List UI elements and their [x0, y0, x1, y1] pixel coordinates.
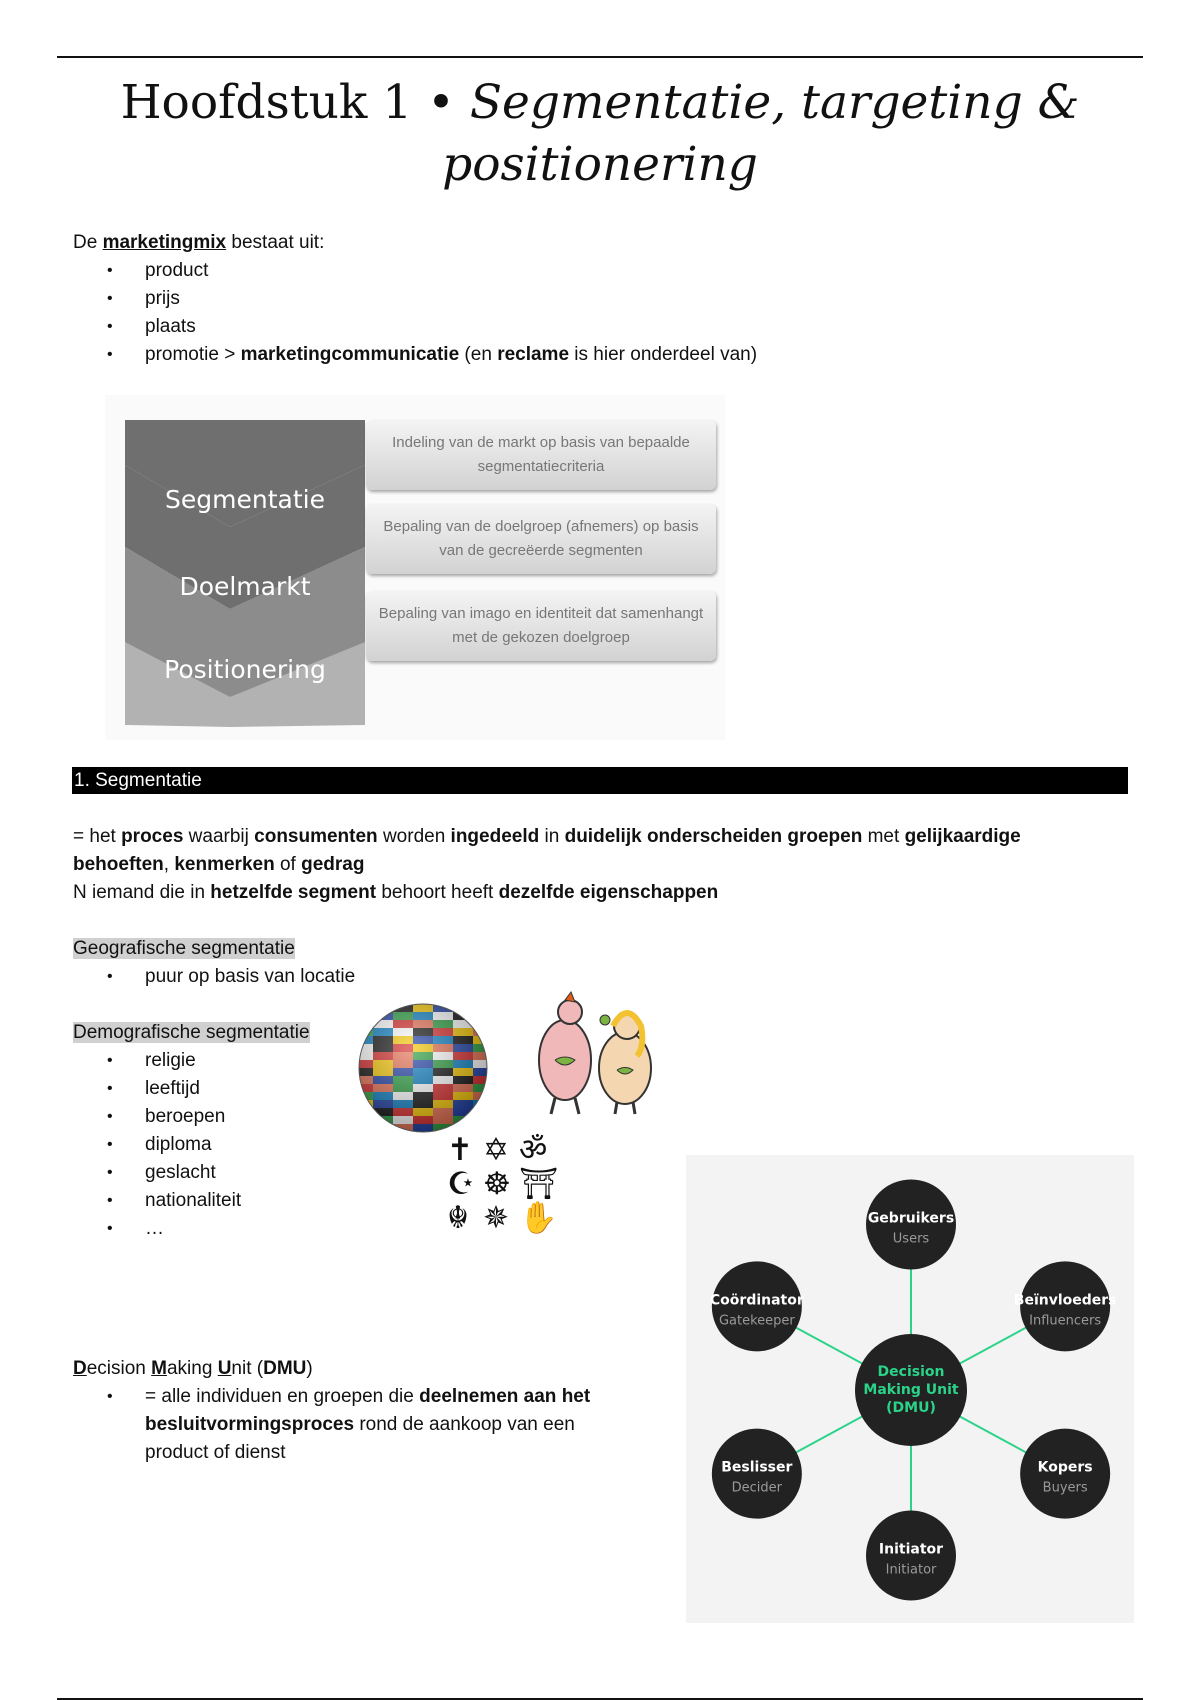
def-bold: behoeften	[73, 854, 164, 875]
dmu-desc: product of dienst	[145, 1442, 286, 1463]
flag-tile	[393, 1132, 413, 1136]
demo-item: • geslacht	[73, 1159, 241, 1187]
star-of-david-icon: ✡	[483, 1132, 509, 1168]
geo-heading	[73, 935, 295, 963]
def-text: N iemand die in	[73, 882, 211, 903]
stp-label-doelmarkt: Doelmarkt	[179, 572, 311, 601]
dmu-node-subtitle: Gatekeeper	[718, 1313, 795, 1329]
dmu-center-line-3: (DMU)	[886, 1400, 936, 1416]
flag-tile	[453, 1004, 473, 1012]
def-text: of	[274, 854, 302, 875]
dmu-text: ecision	[86, 1358, 152, 1379]
khanda-icon: ☬	[447, 1200, 470, 1236]
promo-a: promotie >	[145, 344, 241, 365]
title-prefix: Hoofdstuk 1 •	[120, 75, 470, 130]
dmu-diagram	[686, 1155, 1134, 1623]
religious-symbols	[447, 1133, 567, 1235]
stp-label-segmentatie: Segmentatie	[165, 485, 325, 514]
def-bold: gedrag	[301, 854, 365, 875]
flag-tile	[373, 1124, 393, 1132]
flag-tile	[473, 1012, 491, 1020]
flag-tile	[373, 1132, 393, 1136]
demo-heading-text: Demografische segmentatie	[73, 1022, 310, 1043]
dmu-node-subtitle: Initiator	[885, 1562, 937, 1578]
demo-heading	[73, 1019, 310, 1047]
section-heading: 1. Segmentatie	[72, 767, 1128, 794]
mix-item: • plaats	[73, 313, 757, 341]
dmu-desc: rond de aankoop van een	[354, 1414, 575, 1435]
dmu-heading	[73, 1355, 313, 1383]
dmu-text: )	[306, 1358, 313, 1379]
flag-tile	[473, 1004, 491, 1012]
om-icon: ॐ	[519, 1132, 548, 1168]
dmu-definition	[73, 1383, 673, 1467]
flag-tile	[473, 1108, 491, 1116]
def-text: = het	[73, 826, 122, 847]
promo-d: reclame	[497, 344, 570, 365]
hamsa-icon: ✋	[519, 1200, 558, 1236]
promo-e: is hier onderdeel van)	[569, 344, 758, 365]
cross-icon: ✝	[447, 1132, 473, 1168]
dmu-text: nit (	[231, 1358, 264, 1379]
dmu-center-line-2: Making Unit	[863, 1382, 959, 1398]
top-rule	[57, 56, 1143, 58]
flag-tile	[355, 1020, 373, 1028]
title-italic-2: positionering	[442, 137, 758, 192]
mix-list	[73, 257, 757, 369]
demo-list	[73, 1047, 241, 1243]
def-bold: proces	[121, 826, 184, 847]
flag-tile	[413, 1132, 433, 1136]
dmu-node-subtitle: Buyers	[1042, 1480, 1088, 1496]
flag-tile	[453, 1000, 473, 1004]
dmu-center-line-1: Decision	[877, 1364, 945, 1380]
dmu-abbr: DMU	[263, 1358, 307, 1379]
dmu-letter: D	[73, 1358, 87, 1379]
definition-line-1	[73, 823, 1133, 851]
dmu-desc-bold: deelnemen aan het	[419, 1386, 591, 1407]
mix-intro-pre: De	[73, 232, 103, 253]
mix-item-promotie	[73, 341, 757, 369]
dmu-list	[73, 1383, 673, 1467]
def-text: waarbij	[183, 826, 255, 847]
def-bold: dezelfde eigenschappen	[498, 882, 719, 903]
def-bold: gelijkaardige	[904, 826, 1021, 847]
flag-tile	[473, 1000, 491, 1004]
adam-eve-cartoon	[525, 990, 665, 1120]
demo-item: • nationaliteit	[73, 1187, 241, 1215]
def-bold: hetzelfde segment	[210, 882, 377, 903]
promo-b: marketingcommunicatie	[240, 344, 460, 365]
dmu-node-title: Coördinator	[709, 1292, 804, 1309]
def-text: met	[862, 826, 905, 847]
flag-tile	[355, 1124, 373, 1132]
dmu-desc: = alle individuen en groepen die	[145, 1386, 420, 1407]
demo-item: • leeftijd	[73, 1075, 241, 1103]
def-bold: consumenten	[254, 826, 378, 847]
dmu-node-title: Beïnvloeders	[1013, 1292, 1117, 1309]
flag-tile	[473, 1124, 491, 1132]
flag-tile	[413, 1000, 433, 1004]
page-title	[60, 72, 1140, 196]
dmu-node-title: Gebruikers	[867, 1210, 955, 1227]
flag-tile	[433, 1000, 453, 1004]
mix-item: • product	[73, 257, 757, 285]
dmu-node-title: Beslisser	[721, 1459, 793, 1476]
demo-item: • beroepen	[73, 1103, 241, 1131]
torii-icon: ⛩	[519, 1166, 559, 1202]
def-text: behoort heeft	[376, 882, 499, 903]
flag-globe-image	[355, 1000, 491, 1136]
dmu-text: aking	[166, 1358, 218, 1379]
flag-tile	[373, 1000, 393, 1004]
def-text: worden	[377, 826, 451, 847]
dmu-node-subtitle: Decider	[731, 1480, 783, 1496]
def-text: ,	[163, 854, 175, 875]
flag-tile	[355, 1108, 373, 1116]
flag-tile	[355, 1116, 373, 1124]
stp-desc-doelmarkt: Bepaling van de doelgroep (afnemers) op basis van de gecreëerde segmenten	[366, 504, 716, 574]
crescent-icon: ☪	[447, 1166, 475, 1202]
title-italic-1: Segmentatie, targeting &	[469, 75, 1080, 130]
dmu-letter: M	[151, 1358, 167, 1379]
flag-tile	[473, 1020, 491, 1028]
flag-tile	[393, 1000, 413, 1004]
dharma-wheel-icon: ☸	[483, 1166, 511, 1202]
dmu-letter: U	[217, 1358, 232, 1379]
flag-tile	[355, 1012, 373, 1020]
flag-tile	[355, 1004, 373, 1012]
geo-heading-text: Geografische segmentatie	[73, 938, 295, 959]
stp-label-positionering: Positionering	[164, 655, 326, 684]
stp-desc-positionering: Bepaling van imago en identiteit dat samenhangt met de gekozen doelgroep	[366, 591, 716, 661]
definition-line-2	[73, 851, 364, 879]
def-bold: kenmerken	[174, 854, 275, 875]
promo-c: (en	[459, 344, 498, 365]
dmu-node-title: Kopers	[1037, 1459, 1093, 1476]
def-bold: ingedeeld	[450, 826, 540, 847]
mix-intro-post: bestaat uit:	[226, 232, 325, 253]
dmu-node-subtitle: Influencers	[1029, 1313, 1102, 1329]
mix-item: • prijs	[73, 285, 757, 313]
def-bold: duidelijk onderscheiden groepen	[564, 826, 863, 847]
geo-item: • puur op basis van locatie	[73, 963, 355, 991]
dmu-node-subtitle: Users	[892, 1231, 930, 1247]
demo-item: • …	[73, 1215, 241, 1243]
demo-item: • religie	[73, 1047, 241, 1075]
flag-tile	[473, 1116, 491, 1124]
stp-desc-segmentatie: Indeling van de markt op basis van bepaalde segmentatiecriteria	[366, 420, 716, 490]
flag-tile	[355, 1132, 373, 1136]
flag-tile	[355, 1000, 373, 1004]
mix-intro	[73, 229, 324, 257]
geo-list	[73, 963, 355, 991]
demo-item: • diploma	[73, 1131, 241, 1159]
flag-tile	[373, 1004, 393, 1012]
dmu-node-title: Initiator	[878, 1541, 944, 1558]
def-text: in	[539, 826, 565, 847]
definition-line-3	[73, 879, 718, 907]
dmu-desc-bold: besluitvormingsproces	[145, 1414, 355, 1435]
flag-tile	[453, 1124, 473, 1132]
star-icon: ✵	[483, 1200, 509, 1236]
mix-intro-bold: marketingmix	[102, 232, 227, 253]
